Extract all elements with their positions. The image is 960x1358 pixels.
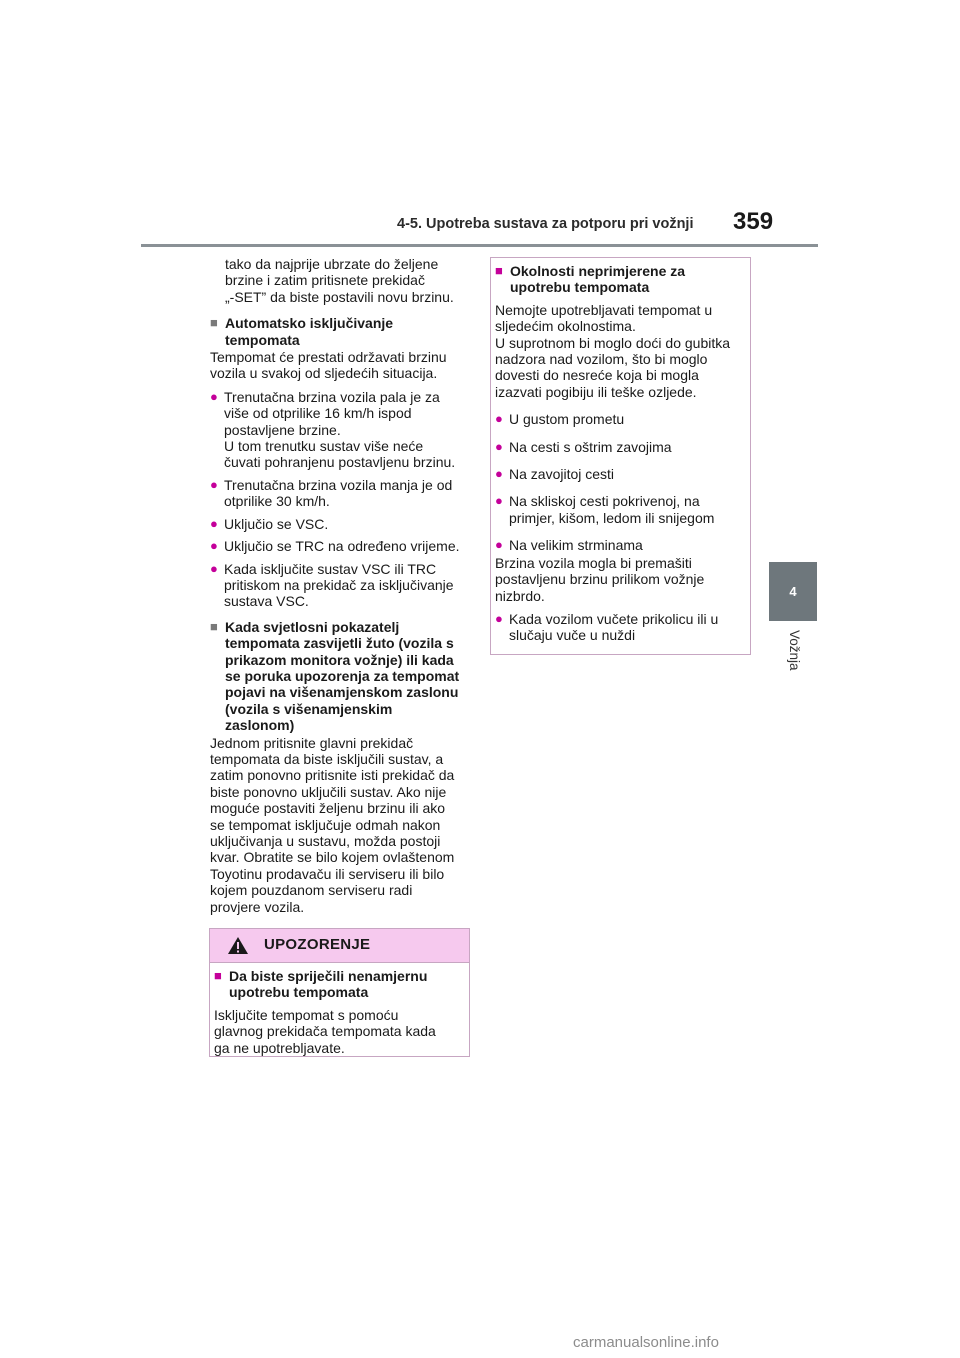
text-line: kvar. Obratite se bilo kojem ovlaštenom <box>210 849 455 866</box>
bullet-dot-icon: ● <box>210 560 218 576</box>
text-line: U suprotnom bi moglo doći do gubitka <box>495 334 731 351</box>
text-line: Trenutačna brzina vozila pala je za <box>224 388 440 405</box>
chapter-tab[interactable]: 4 <box>769 562 817 621</box>
bullet-dot-icon: ● <box>210 388 218 404</box>
text-line: dovesti do nesreće koja bi mogla <box>495 367 699 384</box>
section-text <box>210 735 472 915</box>
text-line: Nemojte upotrebljavati tempomat u <box>495 301 713 318</box>
text-line: Na zavojitoj cesti <box>509 466 615 483</box>
text-line: glavnog prekidača tempomata kada <box>214 1023 436 1040</box>
text-line: kojem pouzdanom serviseru radi <box>210 882 413 899</box>
list-item <box>495 411 747 427</box>
bullet-dot-icon: ● <box>210 538 218 554</box>
text-line: se tempomat isključuje odmah nakon <box>210 816 441 833</box>
text-line: Brzina vozila mogla bi premašiti <box>495 554 692 571</box>
chapter-section-title: 4-5. Upotreba sustava za potporu pri vožnji <box>397 216 694 232</box>
heading-line: tempomata zasvijetli žuto (vozila s <box>225 635 454 652</box>
text-line: tako da najprije ubrzate do željene <box>225 256 439 272</box>
bullet-dot-icon: ● <box>495 537 503 553</box>
warning-label: UPOZORENJE <box>264 936 371 953</box>
list-item <box>495 537 747 553</box>
watermark: carmanualsonline.info <box>573 1334 719 1351</box>
text-line: Na skliskoj cesti pokrivenoj, na <box>509 493 700 510</box>
list-item <box>495 611 747 644</box>
text-line: Trenutačna brzina vozila manja je od <box>224 476 453 493</box>
intro-paragraph <box>210 256 472 305</box>
text-line: više od otprilike 16 km/h ispod <box>224 405 412 422</box>
heading-line: pojavi na višenamjenskom zaslonu <box>225 684 459 701</box>
text-line: uključivanja u sustavu, možda postoji <box>210 833 441 849</box>
square-marker-icon: ■ <box>210 315 218 331</box>
caution-box <box>490 257 751 655</box>
heading-line: se poruka upozorenja za tempomat <box>225 667 460 684</box>
section-heading-auto-off <box>210 315 472 348</box>
chapter-label-text: Vožnja <box>787 630 802 671</box>
list-item <box>210 389 472 471</box>
text-line: biste ponovno uključili sustav. Ako nije <box>210 783 447 800</box>
text-line: otprilike 30 km/h. <box>224 493 330 510</box>
text-line: moguće postaviti željenu brzinu ili ako <box>210 800 446 817</box>
heading-line: (vozila s višenamjenskim <box>225 700 393 717</box>
chapter-label <box>784 628 804 688</box>
warning-triangle-icon <box>227 936 249 955</box>
text-line: Jednom pritisnite glavni prekidač <box>210 734 414 751</box>
heading-line: zaslonom) <box>225 717 295 734</box>
bullet-dot-icon: ● <box>495 411 503 427</box>
list-item <box>210 516 472 532</box>
warning-text <box>214 1007 464 1056</box>
text-line: primjer, kišom, ledom ili snijegom <box>509 509 715 526</box>
text-line: pritiskom na prekidač za isključivanje <box>224 576 454 593</box>
text-line: sustava VSC. <box>224 593 309 610</box>
text-line: izazvati pogibiju ili teške ozljede. <box>495 383 697 400</box>
bullet-dot-icon: ● <box>495 493 503 509</box>
text-line: Kada isključite sustav VSC ili TRC <box>224 560 437 577</box>
text-line: nizbrdo. <box>495 587 545 604</box>
square-marker-icon: ■ <box>210 618 218 634</box>
text-line: zatim ponovno pritisnite isti prekidač da <box>210 767 455 784</box>
text-line: Kada vozilom vučete prikolicu ili u <box>509 610 719 627</box>
page-number: 359 <box>733 208 774 235</box>
steep-text <box>495 555 747 604</box>
text-line: brzine i zatim pritisnete prekidač <box>225 272 425 289</box>
caution-heading <box>495 263 747 296</box>
text-line: Uključio se TRC na određeno vrijeme. <box>224 538 460 555</box>
heading-line: tempomata <box>225 331 300 348</box>
heading-line: Kada svjetlosni pokazatelj <box>225 618 400 635</box>
bullet-dot-icon: ● <box>495 610 503 626</box>
heading-line: Okolnosti neprimjerene za <box>510 263 686 279</box>
bullet-dot-icon: ● <box>210 476 218 492</box>
heading-line: Da biste spriječili nenamjernu <box>229 968 428 984</box>
list-item <box>495 493 747 526</box>
text-line: vozila u svakoj od sljedećih situacija. <box>210 365 438 382</box>
list-item <box>210 477 472 510</box>
text-line: Na cesti s oštrim zavojima <box>509 438 672 455</box>
caution-text <box>495 302 747 400</box>
text-line: nadzora nad vozilom, što bi moglo <box>495 351 708 368</box>
text-line: postavljenu brzinu prilikom vožnje <box>495 571 705 588</box>
heading-line: upotrebu tempomata <box>229 984 369 1001</box>
heading-line: Automatsko isključivanje <box>225 315 394 332</box>
warning-body <box>214 963 464 1056</box>
text-line: provjere vozila. <box>210 898 305 915</box>
caution-body <box>495 258 747 644</box>
text-line: čuvati pohranjenu postavljenu brzinu. <box>224 454 456 471</box>
square-marker-icon: ■ <box>495 263 503 278</box>
text-line: postavljene brzine. <box>224 421 341 438</box>
text-line: ga ne upotrebljavate. <box>214 1039 345 1056</box>
bullet-dot-icon: ● <box>495 466 503 482</box>
text-line: Tempomat će prestati održavati brzinu <box>210 349 447 366</box>
warning-box <box>209 928 470 1057</box>
text-line: slučaju vuče u nuždi <box>509 627 636 644</box>
section-heading-indicator <box>210 619 472 734</box>
text-line: Toyotinu prodavaču ili serviseru ili bilo <box>210 865 445 882</box>
heading-line: prikazom monitora vožnje) ili kada <box>225 651 454 668</box>
heading-line: upotrebu tempomata <box>510 279 650 296</box>
list-item <box>495 439 747 455</box>
text-line: sljedećim okolnostima. <box>495 318 636 335</box>
bullet-dot-icon: ● <box>495 438 503 454</box>
text-line: U tom trenutku sustav više neće <box>224 438 424 455</box>
text-line: Na velikim strminama <box>509 537 643 554</box>
text-line: U gustom prometu <box>509 411 625 428</box>
text-line: Uključio se VSC. <box>224 515 329 532</box>
list-item <box>210 561 472 610</box>
list-item <box>210 538 472 554</box>
section-text <box>210 349 472 382</box>
warning-header <box>210 929 469 963</box>
list-item <box>495 466 747 482</box>
left-column <box>210 256 472 915</box>
header-divider <box>141 244 818 247</box>
warning-heading <box>214 968 464 1001</box>
bullet-dot-icon: ● <box>210 515 218 531</box>
text-line: „-SET” da biste postavili novu brzinu. <box>225 288 454 305</box>
text-line: Isključite tempomat s pomoću <box>214 1006 399 1023</box>
text-line: tempomata da biste isključili sustav, a <box>210 750 444 767</box>
square-marker-icon: ■ <box>214 968 222 983</box>
